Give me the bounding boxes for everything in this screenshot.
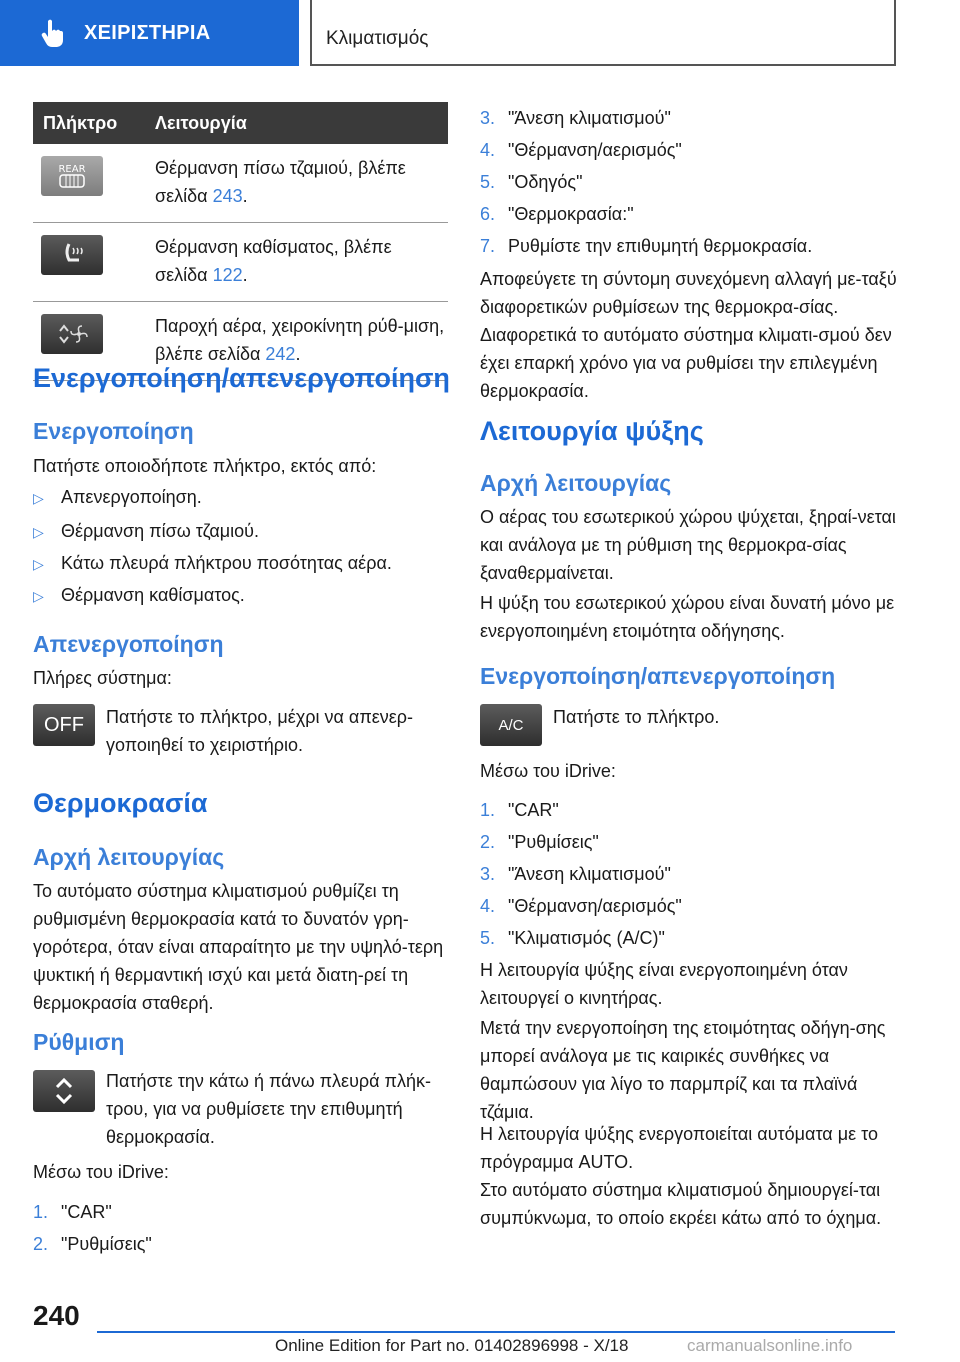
cooling-text-1: Ο αέρας του εσωτερικού χώρου ψύχεται, ξηραί‐νεται και ανάλογα με τη ρύθμιση της θερμοκρα‐σίας ξαναθερμαίνεται. bbox=[480, 507, 896, 583]
section-tab[interactable] bbox=[0, 0, 299, 66]
chapter-title-text: Κλιματισμός bbox=[326, 28, 429, 49]
row-text: Παροχή αέρα, χειροκίνητη ρύθ‐μιση, βλέπε σελίδα bbox=[155, 316, 445, 364]
table-header bbox=[33, 102, 448, 144]
list-item: 6. "Θερμοκρασία:" bbox=[480, 204, 634, 224]
heading-temperature: Θερμοκρασία bbox=[33, 788, 208, 818]
list-item: ▷ Κάτω πλευρά πλήκτρου ποσότητας αέρα. bbox=[33, 549, 392, 578]
heading-activate: Ενεργοποίηση bbox=[33, 418, 194, 444]
row-text: Θέρμανση καθίσματος, βλέπε σελίδα bbox=[155, 237, 392, 285]
list-item: 1. "CAR" bbox=[33, 1202, 112, 1222]
full-system-text: Πλήρες σύστημα: bbox=[33, 668, 172, 688]
list-item: 5. "Οδηγός" bbox=[480, 172, 583, 192]
table-row: Θέρμανση καθίσματος, βλέπε σελίδα 122. bbox=[33, 223, 448, 302]
page-number: 240 bbox=[33, 1300, 80, 1331]
watermark: carmanualsonline.info bbox=[687, 1336, 853, 1355]
fan-key-icon bbox=[41, 314, 103, 354]
edition-text: Online Edition for Part no. 01402896998 - X/18 bbox=[275, 1336, 629, 1355]
avoid-text: Αποφεύγετε τη σύντομη συνεχόμενη αλλαγή με‐ταξύ διαφορετικών ρυθμίσεων της θερμοκρα‐σίας. Διαφορετικά το αυτόματο σύστημα κλιματι‐σμού δεν έχει επαρκή χρόνο για να ρυθμίσει την επιλεγμένη θερμοκρασία. bbox=[480, 269, 897, 401]
triangle-bullet-icon: ▷ bbox=[33, 588, 44, 604]
triangle-bullet-icon: ▷ bbox=[33, 524, 44, 540]
seat-heating-key-icon bbox=[41, 235, 103, 275]
idrive-text: Μέσω του iDrive: bbox=[33, 1162, 169, 1182]
key-function-table bbox=[33, 102, 448, 381]
page-link[interactable]: 122 bbox=[212, 265, 243, 285]
heading-cooling: Λειτουργία ψύξης bbox=[480, 416, 704, 446]
list-item: 7. Ρυθμίστε την επιθυμητή θερμοκρασία. bbox=[480, 236, 813, 256]
fog-text: Μετά την ενεργοποίηση της ετοιμότητας οδήγη‐σης μπορεί ανάλογα με τις καιρικές συνθήκες να θαμπώσουν για λίγο το παρμπρίζ και τα πλαϊνά τζάμια. bbox=[480, 1018, 886, 1122]
cooling-on-text: Η λειτουργία ψύξης είναι ενεργοποιημένη όταν λειτουργεί ο κινητήρας. bbox=[480, 960, 848, 1008]
list-item: 3. "Άνεση κλιματισμού" bbox=[480, 864, 671, 884]
heading-activation: Ενεργοποίηση/απενεργοποίηση bbox=[33, 363, 450, 393]
section-tab-label: ΧΕΙΡΙΣΤΗΡΙΑ bbox=[84, 21, 211, 44]
heading-cooling-principle: Αρχή λειτουργίας bbox=[480, 470, 672, 496]
rear-defrost-key-icon bbox=[41, 156, 103, 196]
svg-text:REAR: REAR bbox=[58, 164, 86, 175]
heading-onoff: Ενεργοποίηση/απενεργοποίηση bbox=[480, 663, 836, 689]
ac-key-icon: A/C bbox=[480, 704, 542, 746]
activate-text: Πατήστε οποιοδήποτε πλήκτρο, εκτός από: bbox=[33, 456, 377, 476]
list-item: 3. "Άνεση κλιματισμού" bbox=[480, 108, 671, 128]
triangle-bullet-icon: ▷ bbox=[33, 556, 44, 572]
off-key-icon: OFF bbox=[33, 704, 95, 746]
list-item: 2. "Ρυθμίσεις" bbox=[480, 832, 599, 852]
list-item: 4. "Θέρμανση/αερισμός" bbox=[480, 896, 682, 916]
table-row: Παροχή αέρα, χειροκίνητη ρύθ‐μιση, βλέπε σελίδα 242. bbox=[33, 302, 448, 381]
off-text: Πατήστε το πλήκτρο, μέχρι να απενερ‐γοποιηθεί το χειριστήριο. bbox=[106, 707, 414, 755]
table-row: REAR Θέρμανση πίσω τζαμιού, βλέπε σελίδα 243. bbox=[33, 144, 448, 223]
heading-deactivate: Απενεργοποίηση bbox=[33, 631, 224, 657]
triangle-bullet-icon: ▷ bbox=[33, 490, 44, 506]
heading-principle: Αρχή λειτουργίας bbox=[33, 844, 225, 870]
list-item: ▷ Απενεργοποίηση. bbox=[33, 483, 202, 512]
press-text: Πατήστε το πλήκτρο. bbox=[553, 707, 720, 727]
auto-text: Η λειτουργία ψύξης ενεργοποιείται αυτόματα με το πρόγραμμα AUTO. bbox=[480, 1124, 878, 1172]
setting-text: Πατήστε την κάτω ή πάνω πλευρά πλήκ‐τρου, για να ρυθμίσετε την επιθυμητή θερμοκρασία. bbox=[106, 1071, 431, 1147]
condense-text: Στο αυτόματο σύστημα κλιματισμού δημιουργεί‐ται συμπύκνωμα, το οποίο εκρέει κάτω από το όχημα. bbox=[480, 1180, 882, 1228]
heading-setting: Ρύθμιση bbox=[33, 1029, 125, 1055]
list-item: ▷ Θέρμανση πίσω τζαμιού. bbox=[33, 517, 259, 546]
column-header-function: Λειτουργία bbox=[155, 112, 247, 133]
page-link[interactable]: 242 bbox=[265, 344, 296, 364]
list-item: ▷ Θέρμανση καθίσματος. bbox=[33, 581, 245, 610]
list-item: 2. "Ρυθμίσεις" bbox=[33, 1234, 152, 1254]
principle-text: Το αυτόματο σύστημα κλιματισμού ρυθμίζει τη ρυθμισμένη θερμοκρασία κατά το δυνατόν γρη‐γορότερα, όταν είναι απαραίτητο με την υψηλό‐τερη ψυκτική ή θερμαντική ισχύ και μετά διατη‐ρεί τη θερμοκρασία σταθερή. bbox=[33, 881, 444, 1013]
row-text: Θέρμανση πίσω τζαμιού, βλέπε σελίδα bbox=[155, 158, 406, 206]
hand-pointer-icon bbox=[40, 18, 66, 48]
temp-up-down-key-icon bbox=[33, 1070, 95, 1112]
cooling-text-2: Η ψύξη του εσωτερικού χώρου είναι δυνατή μόνο με ενεργοποιημένη ετοιμότητα οδήγησης. bbox=[480, 593, 895, 641]
list-item: 1. "CAR" bbox=[480, 800, 559, 820]
list-item: 5. "Κλιματισμός (A/C)" bbox=[480, 928, 665, 948]
list-item: 4. "Θέρμανση/αερισμός" bbox=[480, 140, 682, 160]
column-header-key: Πλήκτρο bbox=[43, 112, 118, 133]
idrive-text: Μέσω του iDrive: bbox=[480, 761, 616, 781]
footer-divider bbox=[97, 1331, 895, 1333]
page-link[interactable]: 243 bbox=[212, 186, 243, 206]
chapter-title bbox=[310, 0, 896, 66]
